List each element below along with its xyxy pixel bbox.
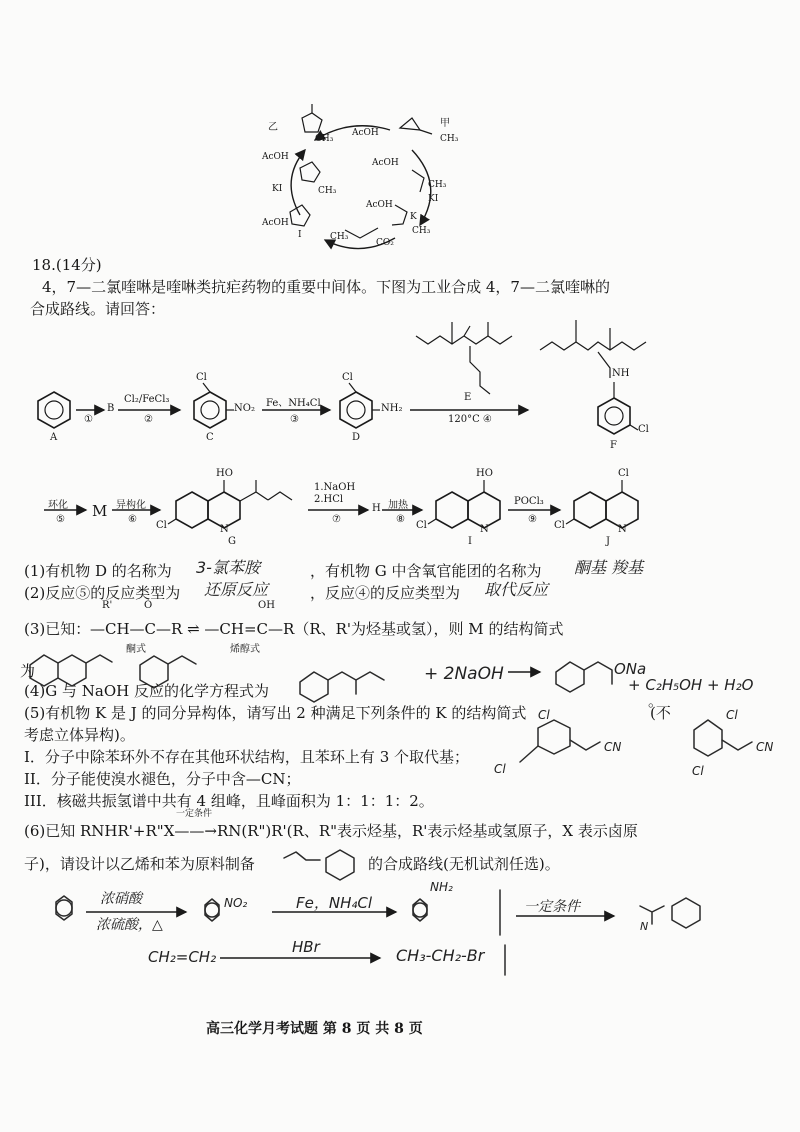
- cycle-acoh-left: AcOH: [262, 152, 289, 162]
- label-step3-reagent: Fe、NH₄Cl: [266, 398, 321, 409]
- q6-route-reagent1a: 浓硝酸: [100, 891, 142, 907]
- label-b: B: [107, 403, 115, 414]
- catalytic-cycle-diagram: [290, 104, 432, 249]
- q6-line2-prefix: 子)，请设计以乙烯和苯为原料制备: [24, 855, 255, 873]
- q3-label-ketone: 酮式: [126, 644, 146, 655]
- q5-cond2: II．分子能使溴水褪色，分子中含—CN；: [24, 770, 301, 788]
- chloronitrobenzene-c-structure: [194, 392, 226, 428]
- q6-route-ethylene: CH₂=CH₂: [148, 948, 217, 966]
- label-c-no2: NO₂: [234, 403, 255, 414]
- cycle-ki-left: KI: [272, 184, 283, 194]
- q3-prefix: (3)已知：: [24, 620, 91, 638]
- label-step9: ⑨: [528, 514, 537, 525]
- label-j-cl-left: Cl: [554, 520, 565, 531]
- label-j-n: N: [618, 524, 627, 535]
- label-i-cl: Cl: [416, 520, 427, 531]
- q3-enol-text: —CH—C—R ⇌ —CH=C—R（R、R'为烃基或氢），则 M 的结构简式: [90, 620, 564, 638]
- q6-route-nh2: NH₂: [430, 880, 453, 894]
- q5-sketch2-cl-bottom: Cl: [692, 764, 704, 778]
- q5-sketch1-cn: CN: [604, 740, 622, 754]
- q5-cond3: III．核磁共振氢谱中共有 4 组峰，且峰面积为 1：1：1：2。: [24, 792, 434, 810]
- q5-sketch1-cl-bottom: Cl: [494, 762, 506, 776]
- q3-o: O: [144, 600, 153, 611]
- label-step3: ③: [290, 414, 299, 425]
- q6-route-hbr: HBr: [292, 938, 320, 956]
- label-d-cl: Cl: [342, 372, 353, 383]
- label-step7-reagent: 1.NaOH 2.HCl: [314, 482, 356, 505]
- cycle-ch3-a: CH₃: [440, 134, 459, 144]
- q4-answer-products: + C₂H₅OH + H₂O: [628, 676, 754, 694]
- cycle-ki-right: KI: [428, 194, 439, 204]
- q6-target-sketch: [284, 850, 354, 880]
- label-step4: 120°C ④: [448, 414, 492, 425]
- label-step5-reagent: 环化: [48, 500, 68, 511]
- label-step8-reagent: 加热: [388, 500, 408, 511]
- q6-route-reagent2: Fe，NH₄Cl: [296, 894, 373, 912]
- label-c-cl: Cl: [196, 372, 207, 383]
- label-step5: ⑤: [56, 514, 65, 525]
- question-intro-line1: 4，7—二氯喹啉是喹啉类抗疟药物的重要中间体。下图为工业合成 4，7—二氯喹啉的: [42, 278, 610, 296]
- label-c: C: [206, 432, 214, 443]
- q2-answer2: 取代反应: [484, 580, 549, 599]
- q6-line2-suffix: 的合成路线(无机试剂任选)。: [368, 855, 560, 873]
- q3-r-prime: R': [102, 600, 113, 611]
- cycle-ch3-b: CH₃: [315, 134, 334, 144]
- label-step6: ⑥: [128, 514, 137, 525]
- q5-sketch1-cl-top: Cl: [538, 708, 550, 722]
- question-intro-line2: 合成路线。请回答：: [30, 300, 166, 318]
- q5-line1-end: (不: [650, 704, 671, 722]
- q1-answer1: 3-氯苯胺: [196, 558, 260, 577]
- label-d: D: [352, 432, 361, 443]
- q5-sketch2-cn: CN: [756, 740, 774, 754]
- chloroaniline-d-structure: [340, 392, 372, 428]
- label-a: A: [50, 432, 58, 443]
- cycle-acoh-br: AcOH: [366, 200, 393, 210]
- q5-sketch2-cl-top: Cl: [726, 708, 738, 722]
- q3-label-enol: 烯醇式: [230, 644, 260, 655]
- label-step2-reagent: Cl₂/FeCl₃: [124, 394, 170, 405]
- q1-prefix: (1)有机物 D 的名称为: [24, 562, 172, 580]
- q6-condition: 一定条件: [176, 809, 213, 819]
- cycle-ch3-d: CH₃: [428, 180, 447, 190]
- q5-line2: 考虑立体异构)。: [24, 726, 135, 744]
- q6-route-condition: 一定条件: [524, 899, 580, 915]
- label-step2: ②: [144, 414, 153, 425]
- label-step7: ⑦: [332, 514, 341, 525]
- label-h: H: [372, 503, 381, 514]
- cycle-co2: CO₂: [376, 238, 394, 248]
- cycle-acoh-top: AcOH: [352, 128, 379, 138]
- label-j-cl-top: Cl: [618, 468, 629, 479]
- label-g-n: N: [220, 524, 229, 535]
- answer-q5-sketch: [520, 720, 752, 762]
- compound-g-structure: [168, 480, 292, 528]
- label-d-nh2: NH₂: [381, 403, 403, 414]
- cycle-ch3-e: CH₃: [412, 226, 431, 236]
- label-j: J: [606, 536, 611, 547]
- label-f-nh: NH: [612, 368, 630, 379]
- reagent-e-structure: [416, 322, 512, 394]
- label-step6-reagent: 异构化: [116, 500, 146, 511]
- q6-route-bromoethane: CH₃-CH₂-Br: [396, 946, 485, 965]
- cycle-ch3-c: CH₃: [318, 186, 337, 196]
- q2-middle: ，反应④的反应类型为: [310, 584, 461, 602]
- q5-cond1: I．分子中除苯环外不存在其他环状结构，且苯环上有 3 个取代基；: [24, 748, 470, 766]
- compound-j-structure: [566, 480, 638, 528]
- label-m: M: [92, 502, 108, 520]
- cycle-acoh-bl: AcOH: [262, 218, 289, 228]
- q2-prefix: (2)反应⑤的反应类型为: [24, 584, 181, 602]
- label-f: F: [610, 440, 617, 451]
- cycle-ch3-f: CH₃: [330, 232, 349, 242]
- q1-middle: ，有机物 G 中含氧官能团的名称为: [310, 562, 542, 580]
- label-step9-reagent: POCl₃: [514, 496, 544, 507]
- label-g-ho: HO: [216, 468, 233, 479]
- label-g-cl: Cl: [156, 520, 167, 531]
- label-step1: ①: [84, 414, 93, 425]
- q1-answer2: 酮基 羧基: [574, 558, 644, 577]
- label-step8: ⑧: [396, 514, 405, 525]
- q6-route-no2: NO₂: [224, 896, 248, 910]
- label-e: E: [464, 392, 472, 403]
- benzene-a-structure: [38, 392, 70, 428]
- q6-line1: (6)已知 RNHR'+R"X——→RN(R")R'(R、R"表示烃基，R'表示烃基或氢原子，X 表示卤原: [24, 822, 638, 840]
- cycle-label-yi: 乙: [268, 122, 278, 133]
- cycle-i-label: I: [298, 230, 302, 240]
- q4-text: (4)G 与 NaOH 反应的化学方程式为: [24, 682, 269, 700]
- q4-end: 。: [648, 692, 664, 710]
- cycle-acoh-right: AcOH: [372, 158, 399, 168]
- label-i: I: [468, 536, 472, 547]
- compound-f-structure: [540, 320, 646, 434]
- label-f-cl: Cl: [638, 424, 649, 435]
- q2-answer1: 还原反应: [204, 580, 269, 599]
- q5-line1: (5)有机物 K 是 J 的同分异构体，请写出 2 种满足下列条件的 K 的结构简式: [24, 704, 527, 722]
- cycle-k-label: K: [410, 212, 417, 222]
- q3-oh: OH: [258, 600, 275, 611]
- page-footer: 高三化学月考试题 第 8 页 共 8 页: [206, 1021, 423, 1037]
- q3-answer-prefix: 为: [20, 662, 36, 680]
- label-g: G: [228, 536, 236, 547]
- q6-route-n: N: [640, 920, 649, 933]
- compound-i-structure: [428, 480, 500, 528]
- question-number: 18.(14分): [32, 256, 102, 274]
- q6-route-reagent1b: 浓硫酸，△: [96, 917, 163, 933]
- label-i-n: N: [480, 524, 489, 535]
- q4-answer-ona: ONa: [614, 660, 647, 678]
- label-i-ho: HO: [476, 468, 493, 479]
- cycle-label-jia: 甲: [440, 118, 450, 129]
- q4-answer-naoh: + 2NaOH: [424, 664, 504, 684]
